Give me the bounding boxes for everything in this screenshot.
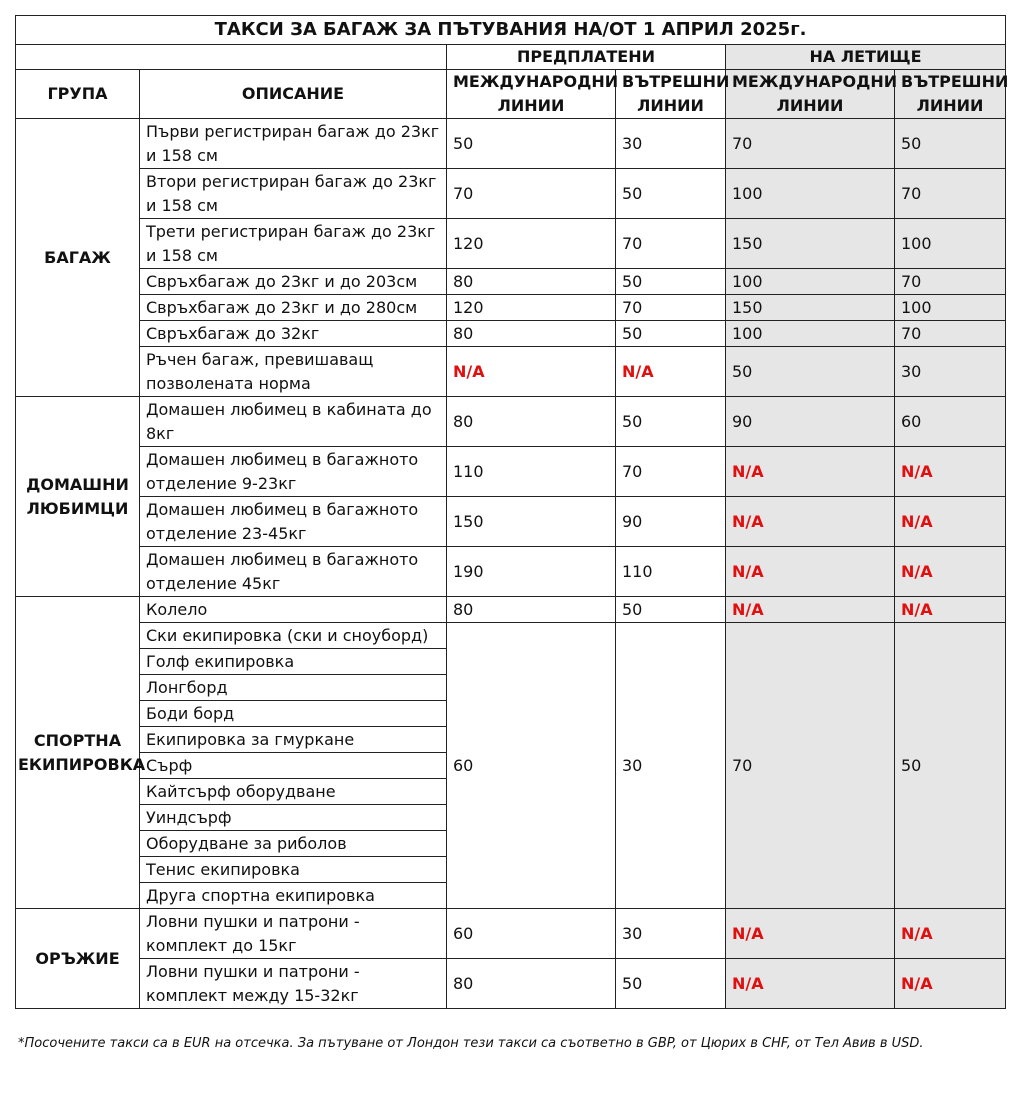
- airport-intl-fee: N/A: [726, 959, 895, 1009]
- row-description: Домашен любимец в кабината до 8кг: [140, 397, 447, 447]
- header-airport-domestic: ВЪТРЕШНИ ЛИНИИ: [895, 70, 1006, 119]
- table-row: [16, 119, 1006, 169]
- airport-domestic-fee: 100: [895, 219, 1006, 269]
- row-description: Втори регистриран багаж до 23кг и 158 см: [140, 169, 447, 219]
- prepaid-domestic-fee: 50: [616, 397, 726, 447]
- table-row: [16, 497, 1006, 547]
- prepaid-domestic-fee: 50: [616, 269, 726, 295]
- airport-intl-fee: 150: [726, 295, 895, 321]
- prepaid-domestic-fee: N/A: [616, 347, 726, 397]
- row-description: Първи регистриран багаж до 23кг и 158 см: [140, 119, 447, 169]
- airport-domestic-fee: N/A: [895, 597, 1006, 623]
- prepaid-domestic-fee: 30: [616, 623, 726, 909]
- table-row: [16, 321, 1006, 347]
- airport-intl-fee: 100: [726, 269, 895, 295]
- airport-intl-fee: 50: [726, 347, 895, 397]
- row-description: Оборудване за риболов: [140, 831, 447, 857]
- table-row: [16, 169, 1006, 219]
- airport-intl-fee: N/A: [726, 547, 895, 597]
- airport-intl-fee: N/A: [726, 909, 895, 959]
- prepaid-intl-fee: 80: [447, 269, 616, 295]
- prepaid-domestic-fee: 90: [616, 497, 726, 547]
- row-description: Свръхбагаж до 32кг: [140, 321, 447, 347]
- table-row: [16, 347, 1006, 397]
- row-description: Боди борд: [140, 701, 447, 727]
- header-airport-intl: МЕЖДУНАРОДНИ ЛИНИИ: [726, 70, 895, 119]
- prepaid-domestic-fee: 50: [616, 959, 726, 1009]
- prepaid-intl-fee: 60: [447, 623, 616, 909]
- airport-intl-fee: 100: [726, 321, 895, 347]
- airport-intl-fee: 150: [726, 219, 895, 269]
- airport-intl-fee: N/A: [726, 447, 895, 497]
- header-prepaid: ПРЕДПЛАТЕНИ: [447, 45, 726, 70]
- row-description: Екипировка за гмуркане: [140, 727, 447, 753]
- row-description: Свръхбагаж до 23кг и до 280см: [140, 295, 447, 321]
- airport-domestic-fee: N/A: [895, 447, 1006, 497]
- airport-intl-fee: 100: [726, 169, 895, 219]
- prepaid-domestic-fee: 70: [616, 219, 726, 269]
- row-description: Лонгборд: [140, 675, 447, 701]
- prepaid-domestic-fee: 30: [616, 909, 726, 959]
- airport-intl-fee: 90: [726, 397, 895, 447]
- prepaid-intl-fee: N/A: [447, 347, 616, 397]
- row-description: Колело: [140, 597, 447, 623]
- prepaid-intl-fee: 60: [447, 909, 616, 959]
- group-sport: СПОРТНА ЕКИПИРОВКА: [16, 597, 140, 909]
- row-description: Домашен любимец в багажното отделение 9-23кг: [140, 447, 447, 497]
- header-group: ГРУПА: [16, 70, 140, 119]
- table-row: [16, 295, 1006, 321]
- row-description: Друга спортна екипировка: [140, 883, 447, 909]
- header-description: ОПИСАНИЕ: [140, 70, 447, 119]
- prepaid-domestic-fee: 70: [616, 295, 726, 321]
- airport-domestic-fee: N/A: [895, 497, 1006, 547]
- prepaid-intl-fee: 80: [447, 597, 616, 623]
- prepaid-domestic-fee: 50: [616, 169, 726, 219]
- header-airport: НА ЛЕТИЩЕ: [726, 45, 1006, 70]
- table-row: [16, 397, 1006, 447]
- group-pets: ДОМАШНИ ЛЮБИМЦИ: [16, 397, 140, 597]
- airport-domestic-fee: 70: [895, 169, 1006, 219]
- prepaid-intl-fee: 80: [447, 397, 616, 447]
- row-description: Ръчен багаж, превишаващ позволената норма: [140, 347, 447, 397]
- prepaid-domestic-fee: 50: [616, 321, 726, 347]
- row-description: Кайтсърф оборудване: [140, 779, 447, 805]
- row-description: Домашен любимец в багажното отделение 23-45кг: [140, 497, 447, 547]
- header-prepaid-intl: МЕЖДУНАРОДНИ ЛИНИИ: [447, 70, 616, 119]
- baggage-fees-table: [15, 15, 1009, 1009]
- airport-intl-fee: N/A: [726, 497, 895, 547]
- table-row: [16, 959, 1006, 1009]
- airport-domestic-fee: 50: [895, 623, 1006, 909]
- table-row: [16, 623, 1006, 649]
- row-description: Тенис екипировка: [140, 857, 447, 883]
- table-title: ТАКСИ ЗА БАГАЖ ЗА ПЪТУВАНИЯ НА/ОТ 1 АПРИЛ 2025г.: [16, 16, 1006, 45]
- prepaid-intl-fee: 150: [447, 497, 616, 547]
- prepaid-intl-fee: 190: [447, 547, 616, 597]
- row-description: Ски екипировка (ски и сноуборд): [140, 623, 447, 649]
- airport-domestic-fee: N/A: [895, 909, 1006, 959]
- row-description: Уиндсърф: [140, 805, 447, 831]
- row-description: Голф екипировка: [140, 649, 447, 675]
- table-row: [16, 909, 1006, 959]
- airport-domestic-fee: 70: [895, 269, 1006, 295]
- airport-domestic-fee: 60: [895, 397, 1006, 447]
- table-row: [16, 447, 1006, 497]
- airport-domestic-fee: 50: [895, 119, 1006, 169]
- header-blank: [16, 45, 447, 70]
- prepaid-intl-fee: 80: [447, 321, 616, 347]
- prepaid-intl-fee: 80: [447, 959, 616, 1009]
- table-row: [16, 597, 1006, 623]
- airport-domestic-fee: N/A: [895, 959, 1006, 1009]
- group-baggage: БАГАЖ: [16, 119, 140, 397]
- prepaid-intl-fee: 70: [447, 169, 616, 219]
- airport-intl-fee: N/A: [726, 597, 895, 623]
- row-description: Свръхбагаж до 23кг и до 203см: [140, 269, 447, 295]
- airport-intl-fee: 70: [726, 623, 895, 909]
- table-row: [16, 269, 1006, 295]
- group-weapons: ОРЪЖИЕ: [16, 909, 140, 1009]
- row-description: Ловни пушки и патрони - комплект между 15-32кг: [140, 959, 447, 1009]
- row-description: Домашен любимец в багажното отделение 45кг: [140, 547, 447, 597]
- prepaid-intl-fee: 120: [447, 219, 616, 269]
- airport-domestic-fee: N/A: [895, 547, 1006, 597]
- airport-domestic-fee: 100: [895, 295, 1006, 321]
- prepaid-intl-fee: 120: [447, 295, 616, 321]
- footnote: *Посочените такси са в EUR на отсечка. За пътуване от Лондон тези такси са съответно в GBP, от Цюрих в CHF, от Тел Авив в USD.: [18, 1036, 924, 1051]
- row-description: Трети регистриран багаж до 23кг и 158 см: [140, 219, 447, 269]
- prepaid-intl-fee: 110: [447, 447, 616, 497]
- fees-body: [16, 119, 1006, 1009]
- prepaid-domestic-fee: 50: [616, 597, 726, 623]
- table-row: [16, 219, 1006, 269]
- prepaid-domestic-fee: 30: [616, 119, 726, 169]
- row-description: Ловни пушки и патрони - комплект до 15кг: [140, 909, 447, 959]
- prepaid-domestic-fee: 70: [616, 447, 726, 497]
- prepaid-intl-fee: 50: [447, 119, 616, 169]
- prepaid-domestic-fee: 110: [616, 547, 726, 597]
- row-description: Сърф: [140, 753, 447, 779]
- airport-domestic-fee: 30: [895, 347, 1006, 397]
- airport-domestic-fee: 70: [895, 321, 1006, 347]
- header-prepaid-domestic: ВЪТРЕШНИ ЛИНИИ: [616, 70, 726, 119]
- airport-intl-fee: 70: [726, 119, 895, 169]
- table-row: [16, 547, 1006, 597]
